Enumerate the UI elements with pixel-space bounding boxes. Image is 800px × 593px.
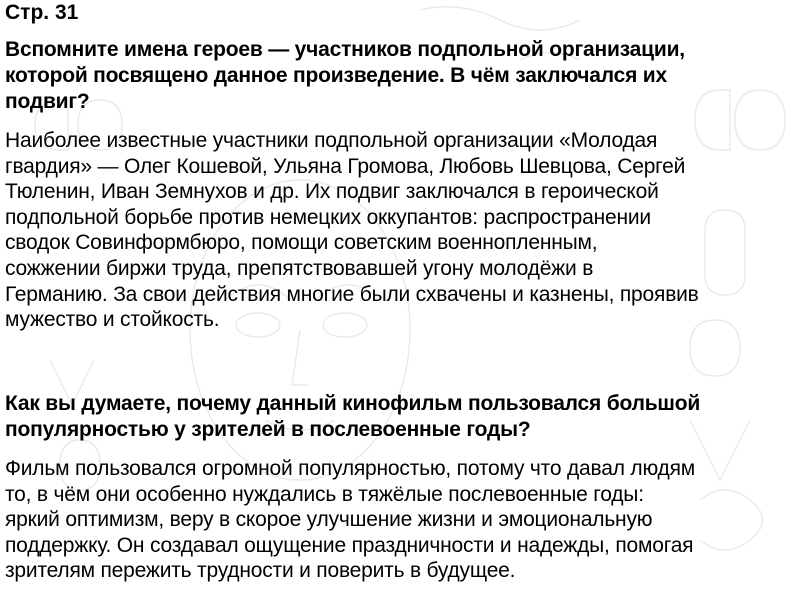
answer-1-line: сожжении биржи труда, препятствовавшей угону молодёжи в bbox=[5, 256, 594, 280]
question-1 bbox=[5, 37, 800, 115]
answer-1-line: Тюленин, Иван Земнухов и др. Их подвиг заключался в героической bbox=[5, 180, 659, 204]
question-1-line: подвиг? bbox=[5, 90, 90, 113]
answer-2-line: поддержку. Он создавал ощущение праздничности и надежды, помогая bbox=[5, 533, 694, 557]
answer-1-line: мужество и стойкость. bbox=[5, 308, 220, 332]
question-2-line: Как вы думаете, почему данный кинофильм пользовался большой bbox=[5, 392, 701, 415]
answer-1-line: Наиболее известные участники подпольной организации «Молодая bbox=[5, 129, 658, 152]
answer-2-line: Фильм пользовался огромной популярностью, потому что давал людям bbox=[5, 457, 695, 480]
page-label: Стр. 31 bbox=[5, 1, 79, 24]
question-1-line: Вспомните имена героев — участников подпольной организации, bbox=[5, 38, 685, 61]
question-1-line: которой посвящено данное произведение. В чём заключался их bbox=[5, 64, 667, 87]
answer-1-line: подпольной борьбе против немецких оккупантов: распространении bbox=[5, 205, 651, 229]
answer-1 bbox=[5, 128, 800, 333]
answer-2-line: то, в чём они особенно нуждались в тяжёлые послевоенные годы: bbox=[5, 482, 644, 506]
answer-1-line: гвардия» — Олег Кошевой, Ульяна Громова, Любовь Шевцова, Сергей bbox=[5, 154, 686, 178]
answer-2 bbox=[5, 456, 800, 584]
question-2 bbox=[5, 391, 800, 443]
question-2-line: популярностью у зрителей в послевоенные годы? bbox=[5, 418, 531, 441]
answer-1-line: Германию. За свои действия многие были схвачены и казнены, проявив bbox=[5, 282, 699, 306]
answer-2-line: зрителям пережить трудности и поверить в будущее. bbox=[5, 559, 516, 583]
answer-1-line: сводок Совинформбюро, помощи советским военнопленным, bbox=[5, 231, 598, 255]
answer-2-line: яркий оптимизм, веру в скорое улучшение жизни и эмоциональную bbox=[5, 508, 653, 532]
